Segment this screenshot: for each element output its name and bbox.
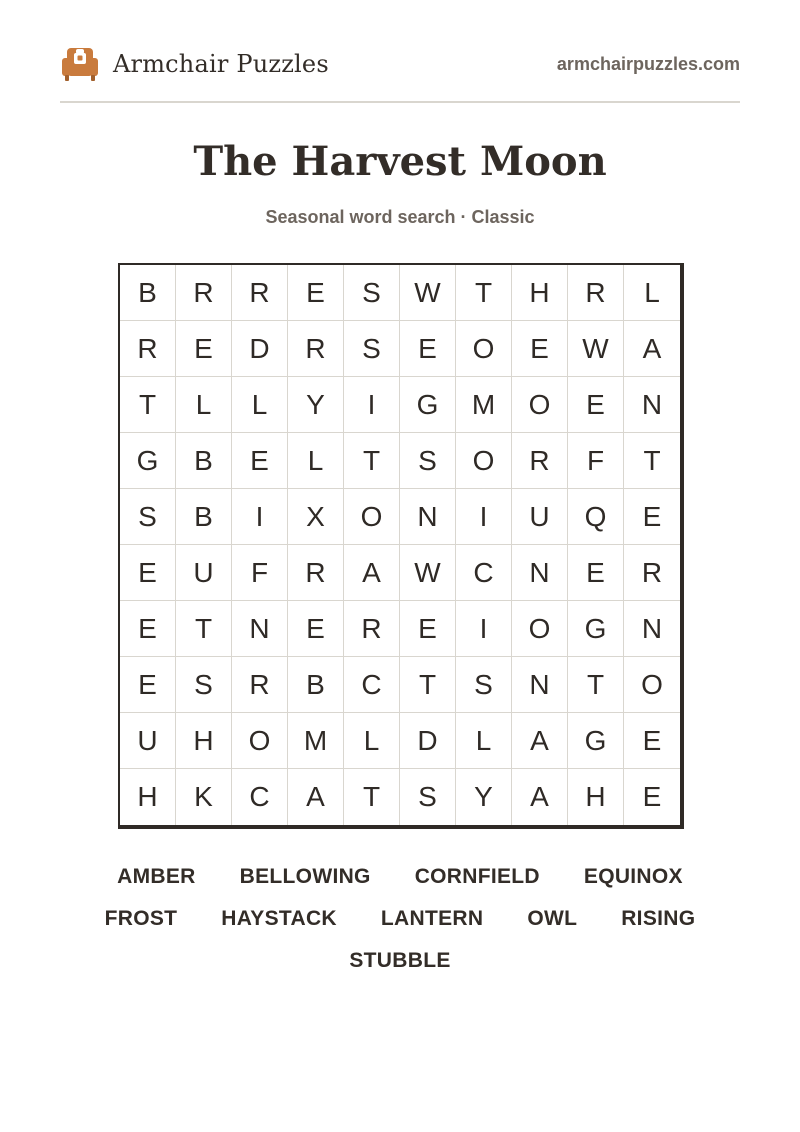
grid-cell[interactable]: M	[288, 713, 344, 769]
grid-cell[interactable]: O	[232, 713, 288, 769]
grid-cell[interactable]: A	[512, 769, 568, 825]
grid-cell[interactable]: E	[400, 321, 456, 377]
grid-cell[interactable]: H	[176, 713, 232, 769]
grid-cell[interactable]: O	[456, 433, 512, 489]
grid-cell[interactable]: X	[288, 489, 344, 545]
grid-cell[interactable]: W	[568, 321, 624, 377]
grid-cell[interactable]: T	[344, 433, 400, 489]
grid-cell[interactable]: E	[120, 545, 176, 601]
grid-cell[interactable]: R	[288, 321, 344, 377]
grid-cell[interactable]: E	[288, 601, 344, 657]
grid-cell[interactable]: G	[400, 377, 456, 433]
grid-cell[interactable]: T	[120, 377, 176, 433]
grid-cell[interactable]: R	[232, 657, 288, 713]
grid-cell[interactable]: L	[176, 377, 232, 433]
word-list-item: BELLOWING	[239, 865, 371, 888]
grid-cell[interactable]: B	[176, 489, 232, 545]
grid-cell[interactable]: O	[512, 601, 568, 657]
word-list-row	[60, 940, 740, 982]
grid-cell[interactable]: H	[120, 769, 176, 825]
grid-cell[interactable]: U	[512, 489, 568, 545]
word-list-item: LANTERN	[380, 907, 484, 930]
grid-cell[interactable]: C	[344, 657, 400, 713]
grid-cell[interactable]: E	[232, 433, 288, 489]
grid-cell[interactable]: E	[120, 601, 176, 657]
grid-cell[interactable]: T	[624, 433, 680, 489]
grid-cell[interactable]: N	[512, 657, 568, 713]
grid-cell[interactable]: A	[288, 769, 344, 825]
grid-cell[interactable]: I	[456, 601, 512, 657]
grid-cell[interactable]: Y	[288, 377, 344, 433]
grid-cell[interactable]: S	[400, 433, 456, 489]
grid-cell[interactable]: R	[624, 545, 680, 601]
grid-cell[interactable]: W	[400, 545, 456, 601]
brand[interactable]	[60, 44, 329, 84]
word-list-item: OWL	[527, 907, 578, 930]
grid-cell[interactable]: S	[400, 769, 456, 825]
grid-cell[interactable]: O	[512, 377, 568, 433]
grid-cell[interactable]: T	[176, 601, 232, 657]
grid-cell[interactable]: N	[400, 489, 456, 545]
grid-cell[interactable]: R	[344, 601, 400, 657]
grid-cell[interactable]: G	[120, 433, 176, 489]
site-url-link[interactable]: armchairpuzzles.com	[556, 54, 740, 74]
word-list-item: RISING	[621, 907, 696, 930]
grid-cell[interactable]: C	[456, 545, 512, 601]
grid-cell[interactable]: L	[624, 265, 680, 321]
grid-cell[interactable]: N	[624, 377, 680, 433]
grid-cell[interactable]: R	[232, 265, 288, 321]
grid-cell[interactable]: I	[456, 489, 512, 545]
header-divider	[60, 101, 740, 103]
word-list-item: AMBER	[117, 865, 196, 888]
grid-cell[interactable]: T	[456, 265, 512, 321]
grid-cell[interactable]: E	[568, 377, 624, 433]
grid-cell[interactable]: R	[176, 265, 232, 321]
grid-cell[interactable]: E	[624, 489, 680, 545]
puzzle-subtitle: Seasonal word search · Classic	[265, 207, 535, 227]
grid-cell[interactable]: E	[568, 545, 624, 601]
grid-cell[interactable]: N	[512, 545, 568, 601]
grid-cell[interactable]: R	[120, 321, 176, 377]
grid-cell[interactable]: G	[568, 601, 624, 657]
puzzle-title: The Harvest Moon	[193, 138, 607, 185]
grid-cell[interactable]: E	[642, 781, 662, 812]
grid-cell[interactable]: K	[176, 769, 232, 825]
grid-cell[interactable]: E	[512, 321, 568, 377]
grid-cell[interactable]: R	[512, 433, 568, 489]
grid-cell[interactable]: I	[232, 489, 288, 545]
grid-cell[interactable]: Q	[568, 489, 624, 545]
grid-cell[interactable]: M	[456, 377, 512, 433]
grid-cell[interactable]: U	[120, 713, 176, 769]
page-header	[60, 44, 740, 84]
grid-cell[interactable]: O	[344, 489, 400, 545]
grid-cell[interactable]: S	[120, 489, 176, 545]
word-list-item: HAYSTACK	[221, 907, 337, 930]
grid-cell[interactable]: N	[232, 601, 288, 657]
brand-name: Armchair Puzzles	[113, 50, 329, 78]
grid-cell[interactable]: S	[456, 657, 512, 713]
grid-cell[interactable]: E	[624, 713, 680, 769]
word-list-row	[60, 856, 740, 898]
grid-cell[interactable]: D	[232, 321, 288, 377]
grid-cell[interactable]: G	[568, 713, 624, 769]
grid-cell[interactable]: O	[456, 321, 512, 377]
armchair-icon	[60, 44, 100, 84]
grid-cell[interactable]: O	[624, 657, 680, 713]
grid-cell[interactable]: C	[232, 769, 288, 825]
grid-cell[interactable]: W	[400, 265, 456, 321]
grid-cell[interactable]: D	[400, 713, 456, 769]
grid-cell[interactable]: E	[400, 601, 456, 657]
word-list-item: CORNFIELD	[414, 865, 540, 888]
grid-cell[interactable]: H	[512, 265, 568, 321]
grid-cell[interactable]: T	[344, 769, 400, 825]
grid-cell[interactable]: S	[344, 265, 400, 321]
word-list-row	[60, 898, 740, 940]
grid-cell[interactable]: H	[568, 769, 624, 825]
grid-cell[interactable]: A	[344, 545, 400, 601]
word-list	[60, 856, 740, 982]
grid-cell[interactable]: R	[288, 545, 344, 601]
word-list-item: STUBBLE	[349, 949, 451, 972]
grid-cell[interactable]: T	[400, 657, 456, 713]
grid-cell[interactable]: L	[288, 433, 344, 489]
grid-cell[interactable]: A	[512, 713, 568, 769]
word-list-item: FROST	[104, 907, 178, 930]
grid-cell[interactable]: E	[288, 265, 344, 321]
grid-cell[interactable]: A	[624, 321, 680, 377]
grid-cell[interactable]: I	[344, 377, 400, 433]
grid-cell[interactable]: E	[176, 321, 232, 377]
grid-cell[interactable]: E	[120, 657, 176, 713]
grid-cell[interactable]: N	[624, 601, 680, 657]
grid-cell[interactable]: L	[344, 713, 400, 769]
grid-cell[interactable]: F	[568, 433, 624, 489]
grid-cell[interactable]: R	[568, 265, 624, 321]
grid-cell[interactable]: L	[456, 713, 512, 769]
word-search-grid	[118, 263, 684, 829]
grid-cell[interactable]: S	[176, 657, 232, 713]
grid-cell[interactable]: U	[176, 545, 232, 601]
word-list-item: EQUINOX	[583, 865, 683, 888]
grid-cell[interactable]: B	[176, 433, 232, 489]
grid-cell[interactable]: B	[288, 657, 344, 713]
grid-cell[interactable]: S	[344, 321, 400, 377]
grid-cell[interactable]: Y	[456, 769, 512, 825]
grid-cell[interactable]: B	[120, 265, 176, 321]
grid-cell[interactable]: L	[232, 377, 288, 433]
grid-cell[interactable]: T	[568, 657, 624, 713]
grid-cell[interactable]: F	[232, 545, 288, 601]
